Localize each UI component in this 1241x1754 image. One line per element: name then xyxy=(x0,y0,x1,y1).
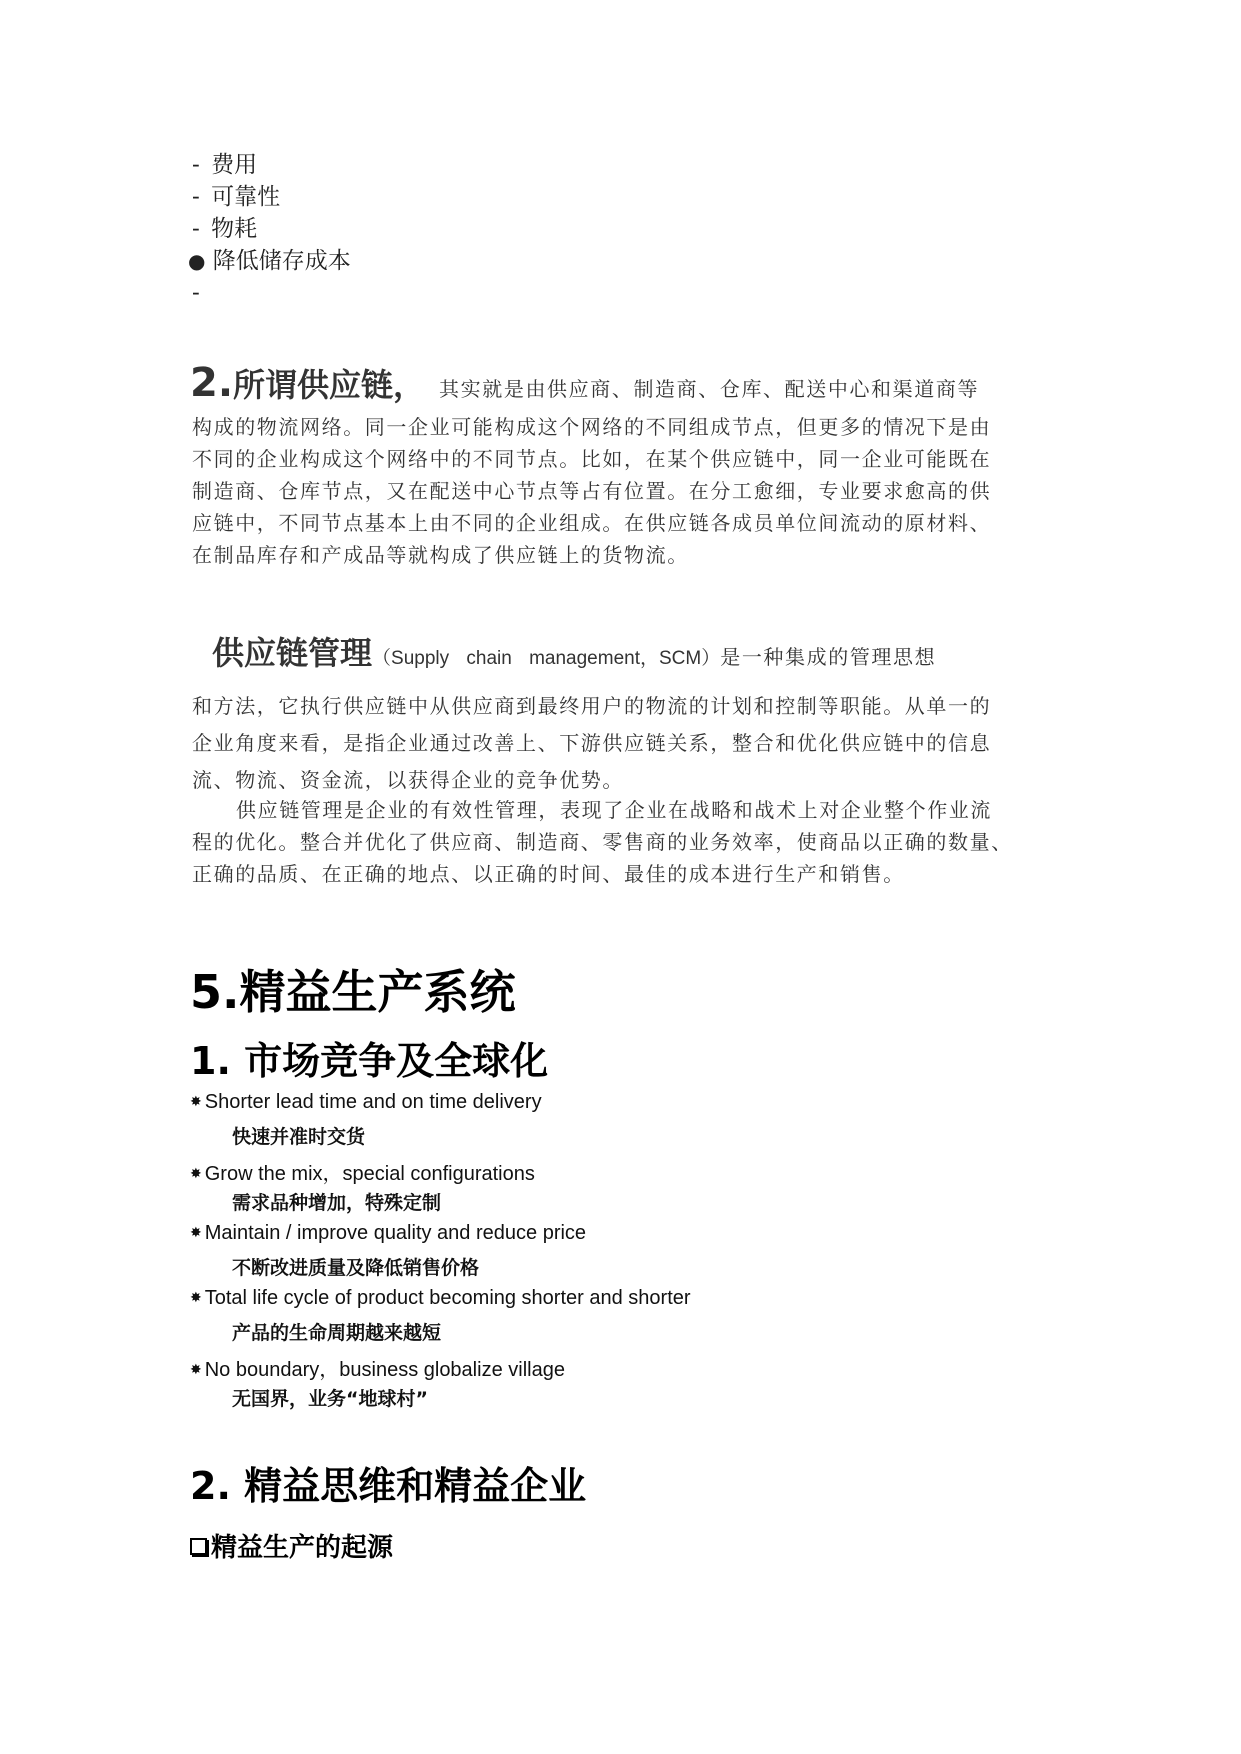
paragraph-line: 正确的品质、在正确的地点、以正确的时间、最佳的成本进行生产和销售。 xyxy=(192,862,905,886)
scm-paragraph xyxy=(192,688,1062,799)
list-item xyxy=(188,246,351,276)
topic-heading-text: 精益生产的起源 xyxy=(211,1533,394,1563)
bullet-chinese: 快速并准时交货 xyxy=(232,1126,366,1148)
subsection-title: 1. 市场竞争及全球化 xyxy=(190,1039,549,1083)
bullet-item xyxy=(190,1091,542,1114)
paragraph-line: 应链中，不同节点基本上由不同的企业组成。在供应链各成员单位间流动的原材料、 xyxy=(192,511,992,535)
bullet-english: Grow the mix，special configurations xyxy=(204,1163,535,1185)
supply-chain-line: 其实就是由供应商、制造商、仓库、配送中心和渠道商等 xyxy=(439,377,980,401)
bullet-english: Total life cycle of product becoming shorter and shorter xyxy=(204,1287,691,1309)
bullet-chinese: 无国界，业务“地球村” xyxy=(232,1388,428,1410)
paragraph-line: 和方法，它执行供应链中从供应商到最终用户的物流的计划和控制等职能。从单一的 xyxy=(192,694,992,718)
bullet-item xyxy=(190,1157,535,1186)
bullet-chinese: 需求品种增加，特殊定制 xyxy=(232,1192,442,1214)
star-bullet-icon: ✸ xyxy=(190,1165,202,1181)
list-item xyxy=(192,278,204,308)
paragraph-line: 在制品库存和产成品等就构成了供应链上的货物流。 xyxy=(192,543,689,567)
scm-title: 供应链管理 xyxy=(212,634,373,672)
bullet-item xyxy=(190,1287,691,1310)
list-item-text: 降低储存成本 xyxy=(212,248,351,274)
section-title: 5.精益生产系统 xyxy=(190,965,516,1019)
star-bullet-icon: ✸ xyxy=(190,1224,202,1240)
bullet-english: Shorter lead time and on time delivery xyxy=(204,1091,542,1113)
bullet-dot: ● xyxy=(188,249,206,273)
list-item xyxy=(192,150,257,180)
bullet-english: No boundary，business globalize village xyxy=(204,1359,565,1381)
bullet-english: Maintain / improve quality and reduce price xyxy=(204,1222,587,1244)
paragraph-line: 流、物流、资金流，以获得企业的竞争优势。 xyxy=(192,768,624,792)
supply-chain-first-line xyxy=(190,360,979,406)
subsection-title: 2. 精益思维和精益企业 xyxy=(190,1464,587,1508)
scm-line: 是一种集成的管理思想 xyxy=(720,645,937,669)
paragraph-line: 程的优化。整合并优化了供应商、制造商、零售商的业务效率，使商品以正确的数量、 xyxy=(192,830,1013,854)
bullet-chinese: 产品的生命周期越来越短 xyxy=(232,1322,442,1344)
supply-chain-paragraph xyxy=(192,411,1062,571)
bullet-chinese: 不断改进质量及降低销售价格 xyxy=(232,1257,480,1279)
list-item xyxy=(192,214,257,244)
bullet-item xyxy=(190,1222,586,1245)
paragraph-line: 不同的企业构成这个网络中的不同节点。比如，在某个供应链中，同一企业可能既在 xyxy=(192,447,992,471)
list-marker: - xyxy=(192,184,200,210)
list-marker: - xyxy=(192,216,200,242)
list-marker: - xyxy=(192,152,200,178)
supply-chain-heading: 所谓供应链， xyxy=(233,366,426,404)
list-marker: - xyxy=(192,280,200,306)
list-item-text: 物耗 xyxy=(211,216,258,242)
checkbox-icon xyxy=(190,1538,207,1555)
list-item-text: 可靠性 xyxy=(211,184,281,210)
star-bullet-icon: ✸ xyxy=(190,1289,202,1305)
star-bullet-icon: ✸ xyxy=(190,1361,202,1377)
scm-first-line xyxy=(212,628,936,674)
paragraph-line: 制造商、仓库节点，又在配送中心节点等占有位置。在分工愈细，专业要求愈高的供 xyxy=(192,479,992,503)
section-number: 2. xyxy=(190,360,234,406)
paragraph-line: 构成的物流网络。同一企业可能构成这个网络的不同组成节点，但更多的情况下是由 xyxy=(192,415,992,439)
star-bullet-icon: ✸ xyxy=(190,1093,202,1109)
bullet-item xyxy=(190,1353,565,1382)
list-item-text: 费用 xyxy=(211,152,258,178)
scm-paragraph-2 xyxy=(192,794,1062,890)
paragraph-line: 供应链管理是企业的有效性管理，表现了企业在战略和战术上对企业整个作业流 xyxy=(236,798,992,822)
scm-english-term: （Supply chain management，SCM） xyxy=(372,648,721,669)
paragraph-line: 企业角度来看，是指企业通过改善上、下游供应链关系，整合和优化供应链中的信息 xyxy=(192,731,992,755)
topic-heading xyxy=(190,1527,393,1564)
list-item xyxy=(192,182,280,212)
